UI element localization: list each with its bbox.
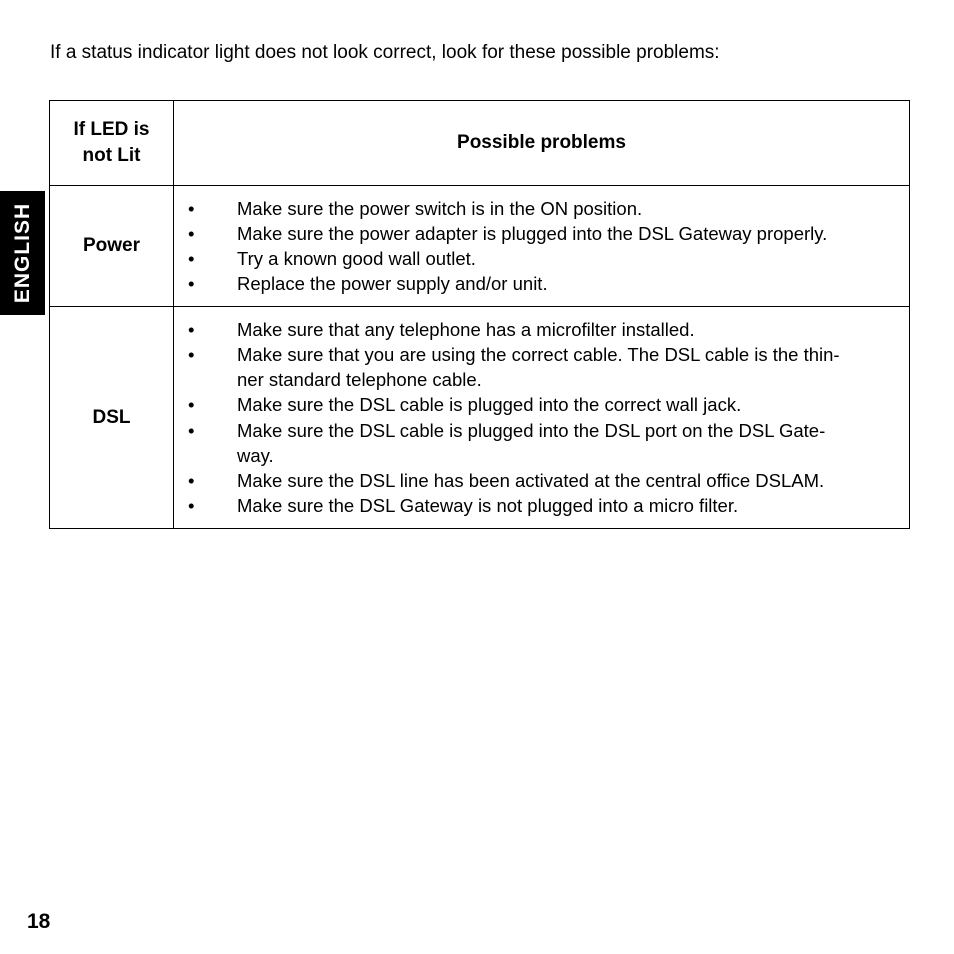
list-item-text: Make sure the DSL Gateway is not plugged into a micro filter. bbox=[237, 495, 739, 517]
table-row-dsl bbox=[50, 307, 910, 529]
problem-list-dsl bbox=[174, 317, 909, 519]
list-item-text: Make sure the power switch is in the ON position. bbox=[237, 197, 643, 219]
table-row-power bbox=[50, 186, 910, 307]
list-item bbox=[188, 196, 889, 221]
list-item-text: Try a known good wall outlet. bbox=[237, 248, 476, 269]
problem-list-power bbox=[174, 196, 909, 297]
table-header-row bbox=[50, 101, 910, 186]
list-item-text: Make sure the DSL line has been activated at the central office DSLAM. bbox=[237, 469, 825, 491]
language-tab bbox=[0, 191, 45, 315]
bullet-icon: • bbox=[188, 394, 195, 416]
list-item bbox=[188, 392, 889, 417]
bullet-icon: • bbox=[188, 273, 195, 295]
list-item-text: Make sure the power adapter is plugged into the DSL Gateway properly. bbox=[237, 222, 828, 244]
list-item-text: Make sure that any telephone has a microfilter installed. bbox=[237, 318, 695, 340]
bullet-icon: • bbox=[188, 469, 195, 491]
bullet-icon: • bbox=[188, 197, 195, 219]
bullet-icon: • bbox=[188, 495, 195, 517]
bullet-icon: • bbox=[188, 343, 195, 365]
led-label-power: Power bbox=[50, 186, 174, 307]
bullet-icon: • bbox=[188, 419, 195, 441]
problems-cell-power bbox=[174, 186, 910, 307]
list-item-text: Make sure the DSL cable is plugged into the DSL port on the DSL Gate- way. bbox=[237, 419, 826, 466]
list-item-text: Replace the power supply and/or unit. bbox=[237, 273, 548, 295]
header-led: If LED is not Lit bbox=[50, 101, 174, 186]
bullet-icon: • bbox=[188, 222, 195, 244]
header-problems: Possible problems bbox=[174, 101, 910, 186]
bullet-icon: • bbox=[188, 248, 195, 269]
bullet-icon: • bbox=[188, 318, 195, 340]
intro-text: If a status indicator light does not look correct, look for these possible problems: bbox=[50, 42, 720, 63]
list-item bbox=[188, 271, 889, 296]
language-tab-label: ENGLISH bbox=[10, 202, 34, 304]
list-item bbox=[188, 418, 889, 468]
list-item-text: Make sure the DSL cable is plugged into the correct wall jack. bbox=[237, 394, 742, 416]
list-item-text: Make sure that you are using the correct cable. The DSL cable is the thin- ner standard telephone cable. bbox=[237, 343, 840, 391]
list-item bbox=[188, 342, 889, 392]
list-item bbox=[188, 246, 889, 271]
list-item bbox=[188, 493, 889, 518]
troubleshooting-table bbox=[49, 100, 910, 529]
list-item bbox=[188, 468, 889, 493]
page-number: 18 bbox=[27, 910, 51, 933]
list-item bbox=[188, 317, 889, 342]
problems-cell-dsl bbox=[174, 307, 910, 529]
led-label-dsl: DSL bbox=[50, 307, 174, 529]
list-item bbox=[188, 221, 889, 246]
